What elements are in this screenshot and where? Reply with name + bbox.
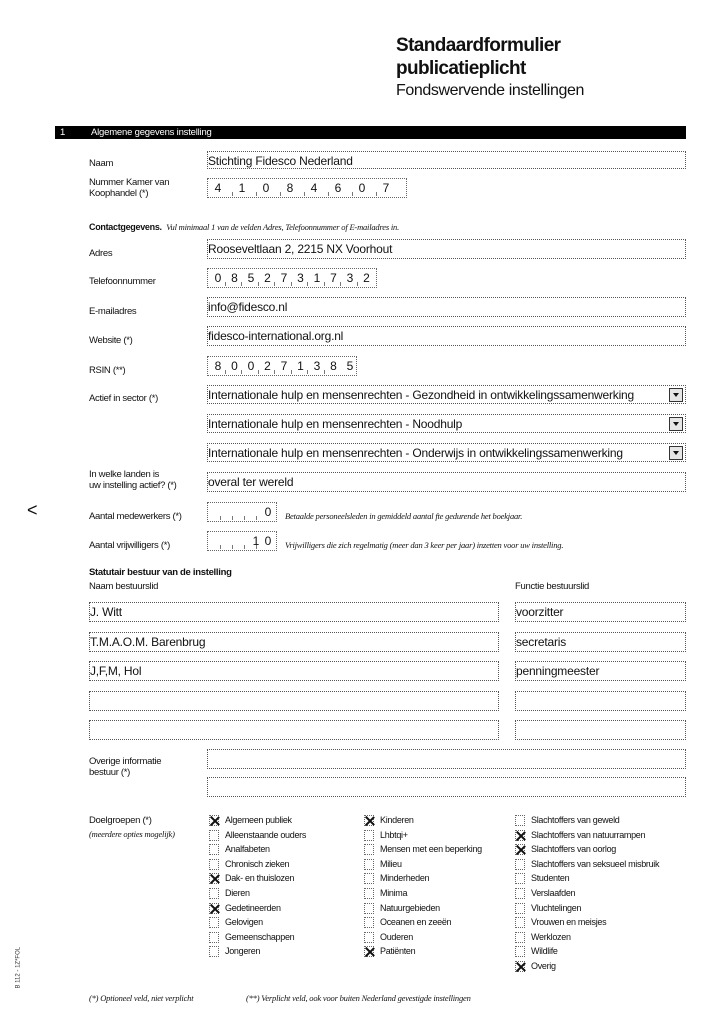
comb-tick <box>241 370 242 374</box>
doelgroep-label: Jongeren <box>225 946 261 957</box>
doelgroep-checkbox[interactable] <box>515 873 525 884</box>
doelgroep-checkbox[interactable] <box>209 888 219 899</box>
vrijwilligers-label: Aantal vrijwilligers (*) <box>89 540 170 551</box>
bestuurslid-functie-field[interactable] <box>515 632 686 652</box>
doelgroep-checkbox[interactable] <box>515 903 525 914</box>
bestuurslid-functie-field[interactable] <box>515 661 686 681</box>
comb-tick <box>258 282 259 286</box>
vrijwilligers-note: Vrijwilligers die zich regelmatig (meer dan 3 keer per jaar) inzetten voor uw instelling. <box>285 540 564 550</box>
sector-select-1[interactable] <box>207 385 686 404</box>
comb-tick <box>324 370 325 374</box>
comb-tick <box>280 192 281 196</box>
doelgroep-label: Minderheden <box>380 873 430 884</box>
digit: 7 <box>280 359 288 373</box>
comb-tick <box>340 282 341 286</box>
doelgroep-checkbox[interactable] <box>364 815 374 826</box>
bestuurslid-naam-field[interactable] <box>89 661 499 681</box>
digit: 8 <box>214 359 222 373</box>
comb-tick <box>244 545 245 549</box>
comb-tick <box>307 370 308 374</box>
naam-bestuurslid-header: Naam bestuurslid <box>89 581 159 592</box>
doelgroep-checkbox[interactable] <box>364 844 374 855</box>
overige-field-1[interactable] <box>207 749 686 769</box>
email-value: info@fidesco.nl <box>208 300 288 314</box>
rsin-field[interactable] <box>207 356 357 376</box>
doelgroep-checkbox[interactable] <box>364 859 374 870</box>
sector-select-3-value: Internationale hulp en mensenrechten - Onderwijs in ontwikkelingssamenwerking <box>208 446 623 460</box>
bestuurslid-functie-field[interactable] <box>515 691 686 711</box>
doelgroep-checkbox[interactable] <box>209 932 219 943</box>
adres-field[interactable] <box>207 239 686 259</box>
doelgroep-label: Algemeen publiek <box>225 815 292 825</box>
digit: 2 <box>264 271 271 285</box>
website-field[interactable] <box>207 326 686 346</box>
overige-field-2[interactable] <box>207 777 686 797</box>
bestuurslid-functie-value: voorzitter <box>516 605 564 619</box>
comb-tick <box>357 282 358 286</box>
doelgroepen-label: Doelgroepen (*) <box>89 815 152 826</box>
overige-label-line-1: Overige informatie <box>89 756 162 767</box>
form-subtitle: Fondswervende instellingen <box>396 82 584 99</box>
contact-bold-label: Contactgegevens. <box>89 222 162 232</box>
comb-tick <box>256 516 257 520</box>
digit: 3 <box>297 271 304 285</box>
contact-heading <box>89 217 399 235</box>
naam-value: Stichting Fidesco Nederland <box>208 154 353 168</box>
doelgroep-checkbox[interactable] <box>209 946 219 957</box>
bestuurslid-functie-field[interactable] <box>515 720 686 740</box>
doelgroep-label: Slachtoffers van natuurrampen <box>531 829 646 840</box>
digit: 1 <box>313 271 321 285</box>
chevron-down-icon[interactable] <box>669 446 683 460</box>
doelgroep-label: Werklozen <box>531 931 571 942</box>
bestuurslid-naam-value: J,F,M, Hol <box>90 664 142 678</box>
doelgroep-checkbox[interactable] <box>364 873 374 884</box>
digit: 5 <box>247 271 255 285</box>
doelgroep-label: Mensen met een beperking <box>380 844 482 855</box>
doelgroep-checkbox[interactable] <box>515 815 525 826</box>
doelgroep-checkbox[interactable] <box>209 903 219 914</box>
digit: 5 <box>346 359 354 373</box>
kvk-field[interactable] <box>207 178 407 198</box>
doelgroep-label: Verslaafden <box>531 888 576 898</box>
doelgroep-checkbox[interactable] <box>515 932 525 943</box>
kvk-label-line-2: Koophandel (*) <box>89 188 149 199</box>
sector-select-2-value: Internationale hulp en mensenrechten - Noodhulp <box>208 417 463 431</box>
medewerkers-note: Betaalde personeelsleden in gemiddeld aantal fte gedurende het boekjaar. <box>285 511 523 521</box>
digit: 7 <box>330 271 337 285</box>
comb-tick <box>307 282 308 286</box>
chevron-down-icon[interactable] <box>669 388 683 402</box>
naam-label: Naam <box>89 158 114 169</box>
bestuurslid-naam-field[interactable] <box>89 632 499 652</box>
comb-tick <box>232 516 233 520</box>
landen-label-line-2: uw instelling actief? (*) <box>89 480 177 491</box>
digit: 1 <box>297 359 304 373</box>
doelgroep-checkbox[interactable] <box>209 873 219 884</box>
doelgroep-label: Overig <box>531 961 556 971</box>
comb-tick <box>274 282 275 286</box>
medewerkers-label: Aantal medewerkers (*) <box>89 511 182 522</box>
comb-tick <box>328 192 329 196</box>
kvk-label <box>89 177 169 199</box>
landen-label-line-1: In welke landen is <box>89 469 160 480</box>
doelgroep-checkbox[interactable] <box>364 830 374 841</box>
doelgroep-label: Chronisch zieken <box>225 858 290 869</box>
comb-tick <box>256 192 257 196</box>
doelgroep-checkbox[interactable] <box>209 917 219 928</box>
doelgroep-label: Milieu <box>380 858 402 869</box>
bestuurslid-functie-value: penningmeester <box>516 664 600 678</box>
doelgroep-label: Gelovigen <box>225 917 263 928</box>
digit: 0 <box>231 359 238 373</box>
telefoon-label: Telefoonnummer <box>89 276 156 287</box>
doelgroep-label: Alleenstaande ouders <box>225 829 307 840</box>
digit: 6 <box>334 181 342 195</box>
adres-value: Rooseveltlaan 2, 2215 NX Voorhout <box>208 242 393 256</box>
digit: 0 <box>264 534 272 548</box>
comb-tick <box>244 516 245 520</box>
overige-label-line-2: bestuur (*) <box>89 767 131 778</box>
digit: 7 <box>382 181 390 195</box>
website-label: Website (*) <box>89 335 133 346</box>
comb-tick <box>304 192 305 196</box>
digit: 8 <box>231 271 238 285</box>
chevron-down-icon[interactable] <box>669 417 683 431</box>
comb-tick <box>324 282 325 286</box>
doelgroep-label: Gedetineerden <box>225 902 281 913</box>
doelgroep-label: Gemeenschappen <box>225 931 295 942</box>
form-code: B 112 - 1Z*FOL <box>15 946 22 989</box>
digit: 1 <box>252 534 260 548</box>
bestuurslid-functie-field[interactable] <box>515 602 686 622</box>
doelgroep-label: Studenten <box>531 873 570 884</box>
medewerkers-field[interactable] <box>207 502 277 522</box>
email-field[interactable] <box>207 297 686 317</box>
doelgroep-checkbox[interactable] <box>209 859 219 870</box>
doelgroep-label: Patiënten <box>380 946 416 957</box>
digit: 0 <box>214 271 222 285</box>
doelgroep-label: Dieren <box>225 888 250 898</box>
doelgroep-checkbox[interactable] <box>515 888 525 899</box>
comb-tick <box>220 516 221 520</box>
rsin-label: RSIN (**) <box>89 365 126 376</box>
digit: 7 <box>280 271 288 285</box>
section-title: Algemene gegevens instelling <box>91 127 212 138</box>
doelgroep-checkbox[interactable] <box>364 946 374 957</box>
doelgroep-label: Ouderen <box>380 931 413 942</box>
doelgroep-label: Slachtoffers van geweld <box>531 815 620 825</box>
doelgroep-checkbox[interactable] <box>209 830 219 841</box>
sector-select-2[interactable] <box>207 414 686 433</box>
doelgroep-label: Oceanen en zeeën <box>380 917 452 928</box>
doelgroep-label: Vrouwen en meisjes <box>531 917 607 928</box>
doelgroep-label: Dak- en thuislozen <box>225 873 295 884</box>
digit: 0 <box>358 181 366 195</box>
comb-tick <box>225 282 226 286</box>
website-value: fidesco-international.org.nl <box>208 329 344 343</box>
doelgroep-label: Lhbtqi+ <box>380 829 408 840</box>
overige-label <box>89 756 161 778</box>
bestuurslid-naam-value: T.M.A.O.M. Barenbrug <box>90 634 206 649</box>
doelgroep-checkbox[interactable] <box>515 859 525 870</box>
sector-select-3[interactable] <box>207 443 686 462</box>
comb-tick <box>241 282 242 286</box>
digit: 3 <box>313 359 321 373</box>
doelgroep-checkbox[interactable] <box>515 946 525 957</box>
doelgroep-label: Wildlife <box>531 946 558 957</box>
doelgroep-label: Analfabeten <box>225 844 270 855</box>
landen-value: overal ter wereld <box>208 475 294 489</box>
doelgroep-checkbox[interactable] <box>515 844 525 855</box>
digit: 4 <box>310 181 318 195</box>
comb-tick <box>376 192 377 196</box>
margin-arrow: < <box>27 500 38 520</box>
email-label: E-mailadres <box>89 306 137 317</box>
doelgroep-label: Minima <box>380 888 408 898</box>
comb-tick <box>258 370 259 374</box>
comb-tick <box>225 370 226 374</box>
doelgroep-checkbox[interactable] <box>209 844 219 855</box>
comb-tick <box>232 192 233 196</box>
doelgroep-checkbox[interactable] <box>364 932 374 943</box>
naam-field[interactable] <box>207 151 686 169</box>
footer-optioneel: (*) Optioneel veld, niet verplicht <box>89 993 194 1003</box>
title-line-2: publicatieplicht <box>396 58 526 79</box>
doelgroep-label: Vluchtelingen <box>531 902 582 913</box>
landen-field[interactable] <box>207 472 686 492</box>
bestuurslid-naam-field[interactable] <box>89 691 499 711</box>
adres-label: Adres <box>89 248 113 259</box>
doelgroep-checkbox[interactable] <box>515 917 525 928</box>
doelgroep-label: Slachtoffers van oorlog <box>531 844 616 855</box>
digit: 8 <box>330 359 337 373</box>
bestuurslid-functie-value: secretaris <box>516 634 567 649</box>
doelgroep-checkbox[interactable] <box>364 917 374 928</box>
contact-note: Vul minimaal 1 van de velden Adres, Telefoonnummer of E-mailadres in. <box>166 222 400 232</box>
doelgroep-label: Natuurgebieden <box>380 902 440 913</box>
comb-tick <box>232 545 233 549</box>
doelgroep-checkbox[interactable] <box>209 815 219 826</box>
comb-tick <box>291 370 292 374</box>
title-line-1: Standaardformulier <box>396 35 561 56</box>
digit: 0 <box>264 505 272 519</box>
bestuurslid-naam-field[interactable] <box>89 602 499 622</box>
doelgroep-label: Kinderen <box>380 815 414 825</box>
digit: 2 <box>363 271 370 285</box>
comb-tick <box>291 282 292 286</box>
functie-bestuurslid-header: Functie bestuurslid <box>515 581 590 592</box>
digit: 0 <box>247 359 255 373</box>
digit: 2 <box>264 359 271 373</box>
digit: 0 <box>262 181 270 195</box>
bestuurslid-naam-field[interactable] <box>89 720 499 740</box>
form-title <box>396 34 560 80</box>
section-number: 1 <box>60 127 66 138</box>
bestuur-heading: Statutair bestuur van de instelling <box>89 567 232 578</box>
comb-tick <box>220 545 221 549</box>
landen-label <box>89 469 177 491</box>
doelgroep-checkbox[interactable] <box>515 830 525 841</box>
doelgroep-checkbox[interactable] <box>515 961 525 972</box>
telefoon-field[interactable] <box>207 268 377 288</box>
digit: 3 <box>346 271 354 285</box>
comb-tick <box>352 192 353 196</box>
doelgroepen-note: (meerdere opties mogelijk) <box>89 829 175 839</box>
sector-select-1-value: Internationale hulp en mensenrechten - Gezondheid in ontwikkelingssamenwerking <box>208 388 634 402</box>
kvk-label-line-1: Nummer Kamer van <box>89 177 170 188</box>
sector-label: Actief in sector (*) <box>89 393 158 404</box>
doelgroep-label: Slachtoffers van seksueel misbruik <box>531 858 660 869</box>
footer-verplicht: (**) Verplicht veld, ook voor buiten Nederland gevestigde instellingen <box>246 993 471 1003</box>
doelgroep-checkbox[interactable] <box>364 888 374 899</box>
bestuurslid-naam-value: J. Witt <box>90 605 122 619</box>
digit: 1 <box>238 181 246 195</box>
digit: 8 <box>286 181 294 195</box>
doelgroep-checkbox[interactable] <box>364 903 374 914</box>
vrijwilligers-field[interactable] <box>207 531 277 551</box>
comb-tick <box>274 370 275 374</box>
digit: 4 <box>214 181 222 195</box>
